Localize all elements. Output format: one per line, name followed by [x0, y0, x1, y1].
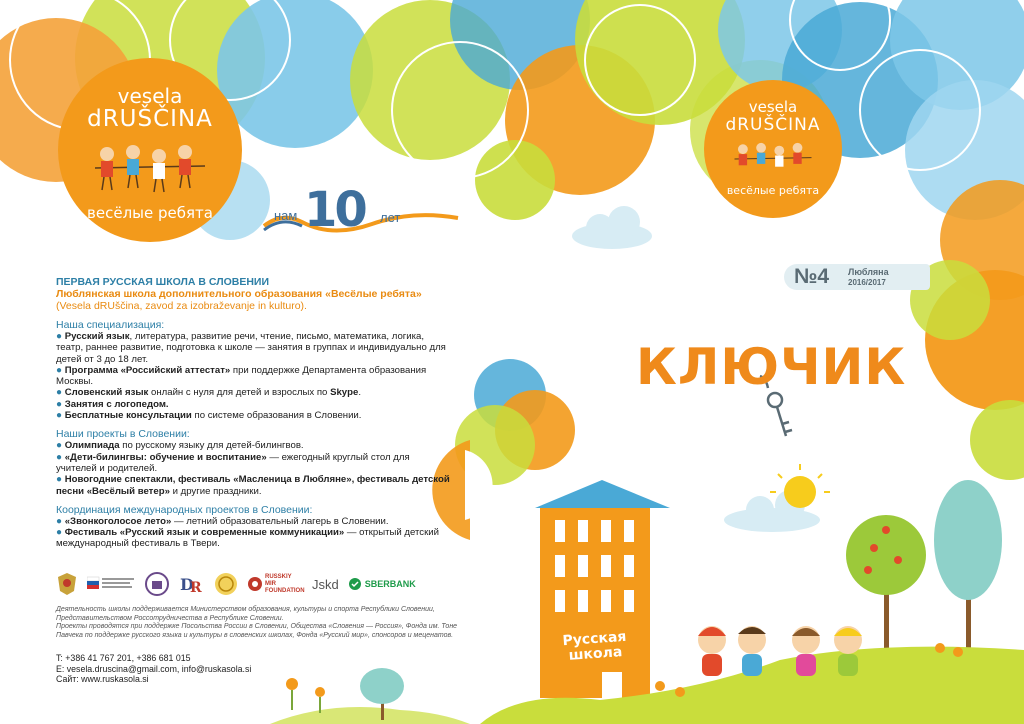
cloud	[572, 206, 652, 249]
logo-line2: dRUŠČINA	[87, 106, 213, 132]
logo-small-kids-icon	[704, 138, 842, 185]
school-sign-line1: Русская	[561, 628, 627, 650]
list-item: ● Словенский язык онлайн с нуля для детей и взрослых по Skype.	[56, 387, 362, 399]
contacts	[56, 653, 456, 685]
issue-year: 2016/2017	[848, 278, 886, 287]
partner-name: SBERBANK	[364, 579, 416, 589]
contact-site[interactable]: Сайт: www.ruskasola.si	[56, 674, 149, 684]
sberbank-logo	[348, 577, 416, 591]
school-logo-large	[58, 58, 242, 242]
russia-emblem-icon	[56, 571, 78, 597]
logo-kids-icon	[58, 138, 242, 203]
jskd-logo	[312, 577, 339, 592]
support-text	[56, 606, 466, 640]
specialization-heading: Наша специализация:	[56, 319, 165, 331]
list-item: ● Занятия с логопедом.	[56, 398, 169, 410]
contact-phone: T: +386 41 767 201, +386 681 015	[56, 653, 191, 663]
partner-logos	[56, 568, 476, 600]
international-heading: Координация международных проектов в Словении:	[56, 503, 313, 516]
support-line: Проекты проводятся при поддержке Посольства России в Словении, Общества «Словения — Россия», Фонда им. Тоне Павчека по поддержке русского языка и культуры в словенских школах, Фонда «Русский мир», спонсоров и меценатов.	[56, 623, 458, 639]
school-building	[535, 480, 670, 698]
issue-badge	[784, 264, 930, 290]
society-emblem-icon	[144, 571, 170, 597]
list-item: ● «Дети-билингвы: обучение и воспитание» — ежегодный круглый стол для учителей и родителей.	[56, 451, 410, 474]
partner-name: Jskd	[312, 576, 339, 592]
issue-number: №4	[794, 265, 830, 288]
logo-line3: весёлые ребята	[87, 204, 213, 222]
school-subtitle: Люблянская школа дополнительного образования «Весёлые ребята»	[56, 288, 422, 300]
school-sign-line2: школа	[568, 644, 623, 664]
logo-line1: vesela	[117, 84, 183, 108]
russkiy-mir-logo	[247, 574, 303, 595]
list-item: ● Бесплатные консультации по системе образования в Словении.	[56, 410, 362, 422]
magazine-title: КЛЮЧИК	[636, 338, 907, 396]
list-item: ● Олимпиада по русскому языку для детей-билингвов.	[56, 440, 304, 452]
seal-logo-icon	[214, 572, 238, 596]
list-item: ● Программа «Российский аттестат» при поддержке Департамента образования Москвы.	[56, 364, 427, 388]
slovenia-flag-icon	[87, 573, 135, 595]
school-title: ПЕРВАЯ РУССКАЯ ШКОЛА В СЛОВЕНИИ	[56, 276, 270, 288]
logo-small-line3: весёлые ребята	[726, 184, 820, 197]
list-item: ● Русский язык, литература, развитие речи, чтение, письмо, математика, логика, театр, раннее развитие, подготовка к школе — занятия в группах и индивидуально для детей от 3 до 18 лет.	[56, 331, 446, 365]
tree-tall	[934, 480, 1002, 660]
anniversary-number: 10	[304, 182, 365, 238]
logo-small-line2: dRUŠČINA	[725, 115, 821, 135]
logo-small-line1: vesela	[748, 98, 798, 116]
list-item: ● Новогодние спектакли, фестиваль «Масленица в Любляне», фестиваль детской песни «Весёлый ветер» и другие праздники.	[56, 474, 450, 497]
anniversary-pre: нам	[274, 208, 298, 223]
projects-heading: Наши проекты в Словении:	[56, 428, 190, 441]
contact-email[interactable]: E: vesela.druscina@gmail.com, info@ruskasola.si	[56, 663, 252, 674]
partner-name: RUSSKIY MIR FOUNDATION	[265, 573, 305, 594]
svg-text:D: D	[180, 575, 194, 594]
issue-city: Любляна	[848, 267, 889, 277]
school-legal: (Vesela dRUščina, zavod za izobraževanje in kulturo).	[56, 300, 307, 312]
anniversary-post: лет	[380, 210, 401, 225]
list-item: ● «Звонкоголосое лето» — летний образовательный лагерь в Словении.	[56, 515, 389, 527]
list-item: ● Фестиваль «Русский язык и современные коммуникации» — открытый детский международный фестиваль в Твери.	[56, 527, 440, 550]
school-info	[56, 276, 452, 550]
dr-logo-icon	[179, 572, 205, 596]
support-line: Деятельность школы поддерживается Министерством образования, культуры и спорта Республики Словении, Представительством Россотрудничества в Республике Словении.	[56, 606, 435, 622]
svg-text:R: R	[190, 580, 202, 596]
school-logo-small	[704, 80, 842, 218]
anniversary-badge	[262, 182, 462, 242]
